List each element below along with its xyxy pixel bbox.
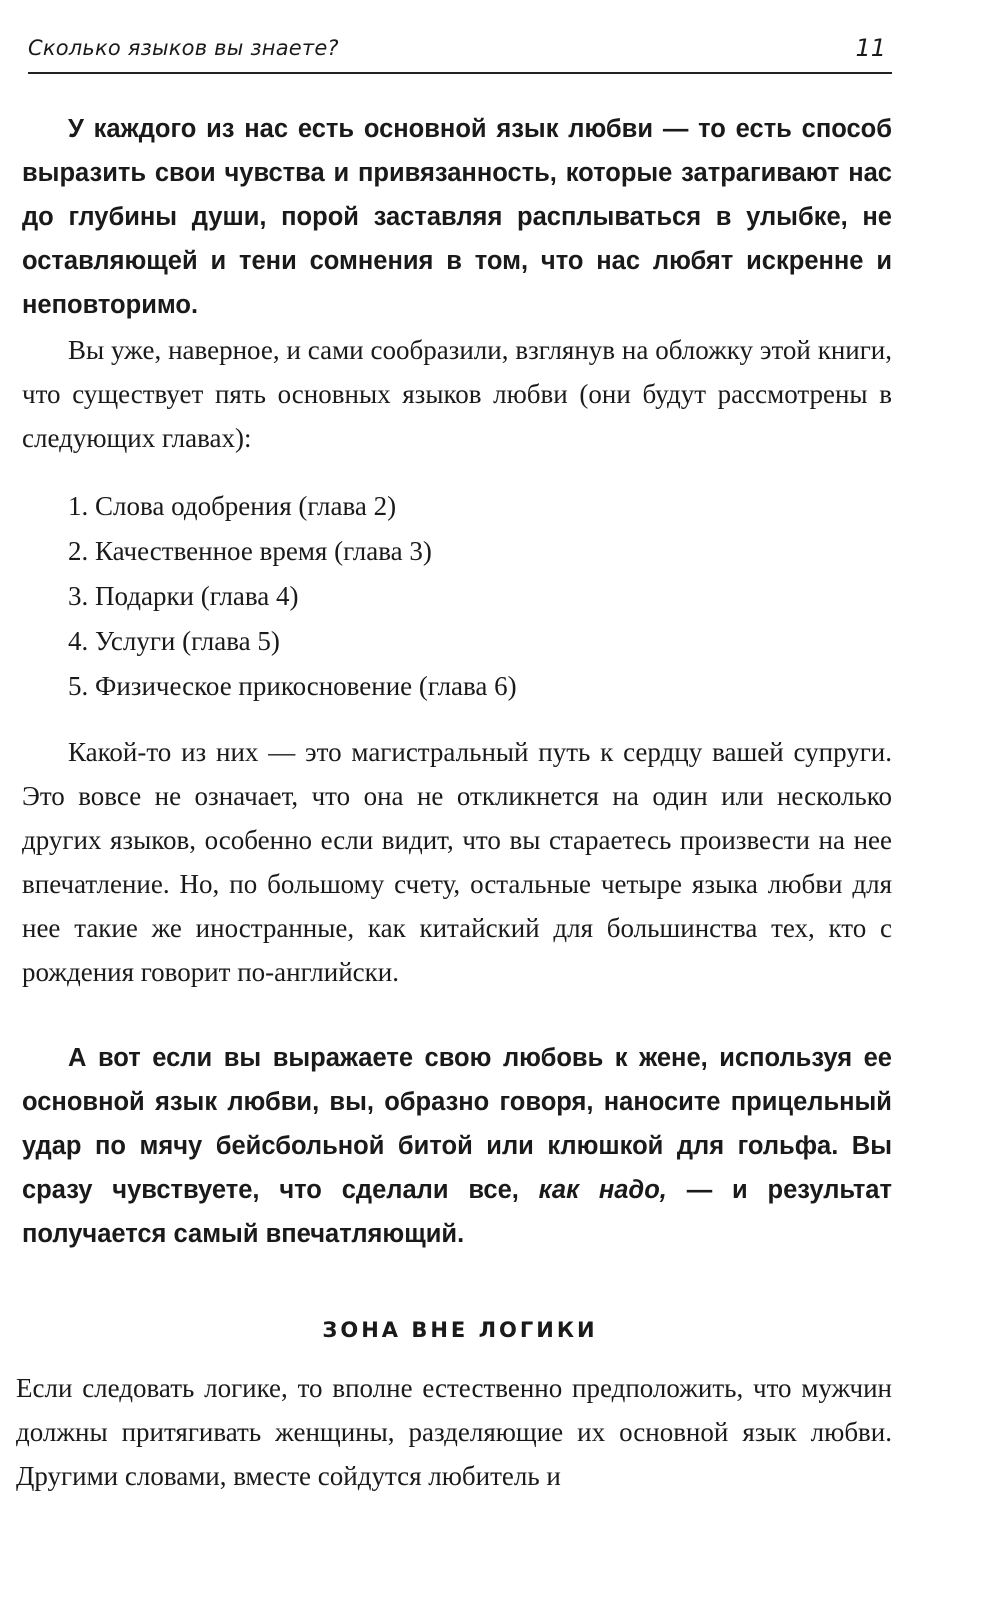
love-languages-list [68, 484, 517, 709]
running-header [28, 28, 892, 74]
paragraph-baseball-bat [22, 1036, 892, 1256]
page-number: 11 [855, 34, 886, 62]
paragraph-text: — и результат получается самый впечатляющий. [22, 1176, 892, 1248]
list-item: 5. Физическое прикосновение (глава 6) [68, 671, 517, 701]
list-item: 3. Подарки (глава 4) [68, 581, 299, 611]
list-item: 1. Слова одобрения (глава 2) [68, 491, 397, 521]
paragraph-logic: Если следовать логике, то вполне естественно предположить, что мужчин должны притягивать женщины, разделяющие их основной язык любви. Другими словами, вместе сойдутся любитель и [16, 1373, 892, 1491]
list-item: 4. Услуги (глава 5) [68, 626, 280, 656]
list-item: 2. Качественное время (глава 3) [68, 536, 432, 566]
paragraph-main-path: Какой-то из них — это магистральный путь к сердцу вашей супруги. Это вовсе не означает, что она не откликнется на один или несколько других языков, особенно если видит, что вы стараетесь произвести на нее впечатление. Но, по большому счету, остальные четыре языка любви для нее такие же иностранные, как китайский для большинства тех, кто с рождения говорит по-английски. [22, 737, 892, 987]
paragraph-five-languages-intro: Вы уже, наверное, и сами сообразили, взглянув на обложку этой книги, что существует пять основных языков любви (они будут рассмотрены в следующих главах): [22, 335, 892, 453]
paragraph-primary-love-language: У каждого из нас есть основной язык любви — то есть способ выразить свои чувства и привязанность, которые затрагивают нас до глубины души, порой заставляя расплываться в улыбке, не оставляющей и тени сомнения в том, что нас любят искренне и неповторимо. [22, 115, 892, 319]
running-title: Сколько языков вы знаете? [28, 36, 339, 60]
section-heading: ЗОНА ВНЕ ЛОГИКИ [322, 1318, 598, 1342]
paragraph-italic-text: как надо, [538, 1176, 667, 1204]
paragraph-text: А вот если вы выражаете свою любовь к жене, используя ее основной язык любви, вы, образно говоря, наносите прицельный удар по мячу бейсбольной битой или клюшкой для гольфа. Вы сразу чувствуете, что сделали все, [22, 1044, 892, 1204]
